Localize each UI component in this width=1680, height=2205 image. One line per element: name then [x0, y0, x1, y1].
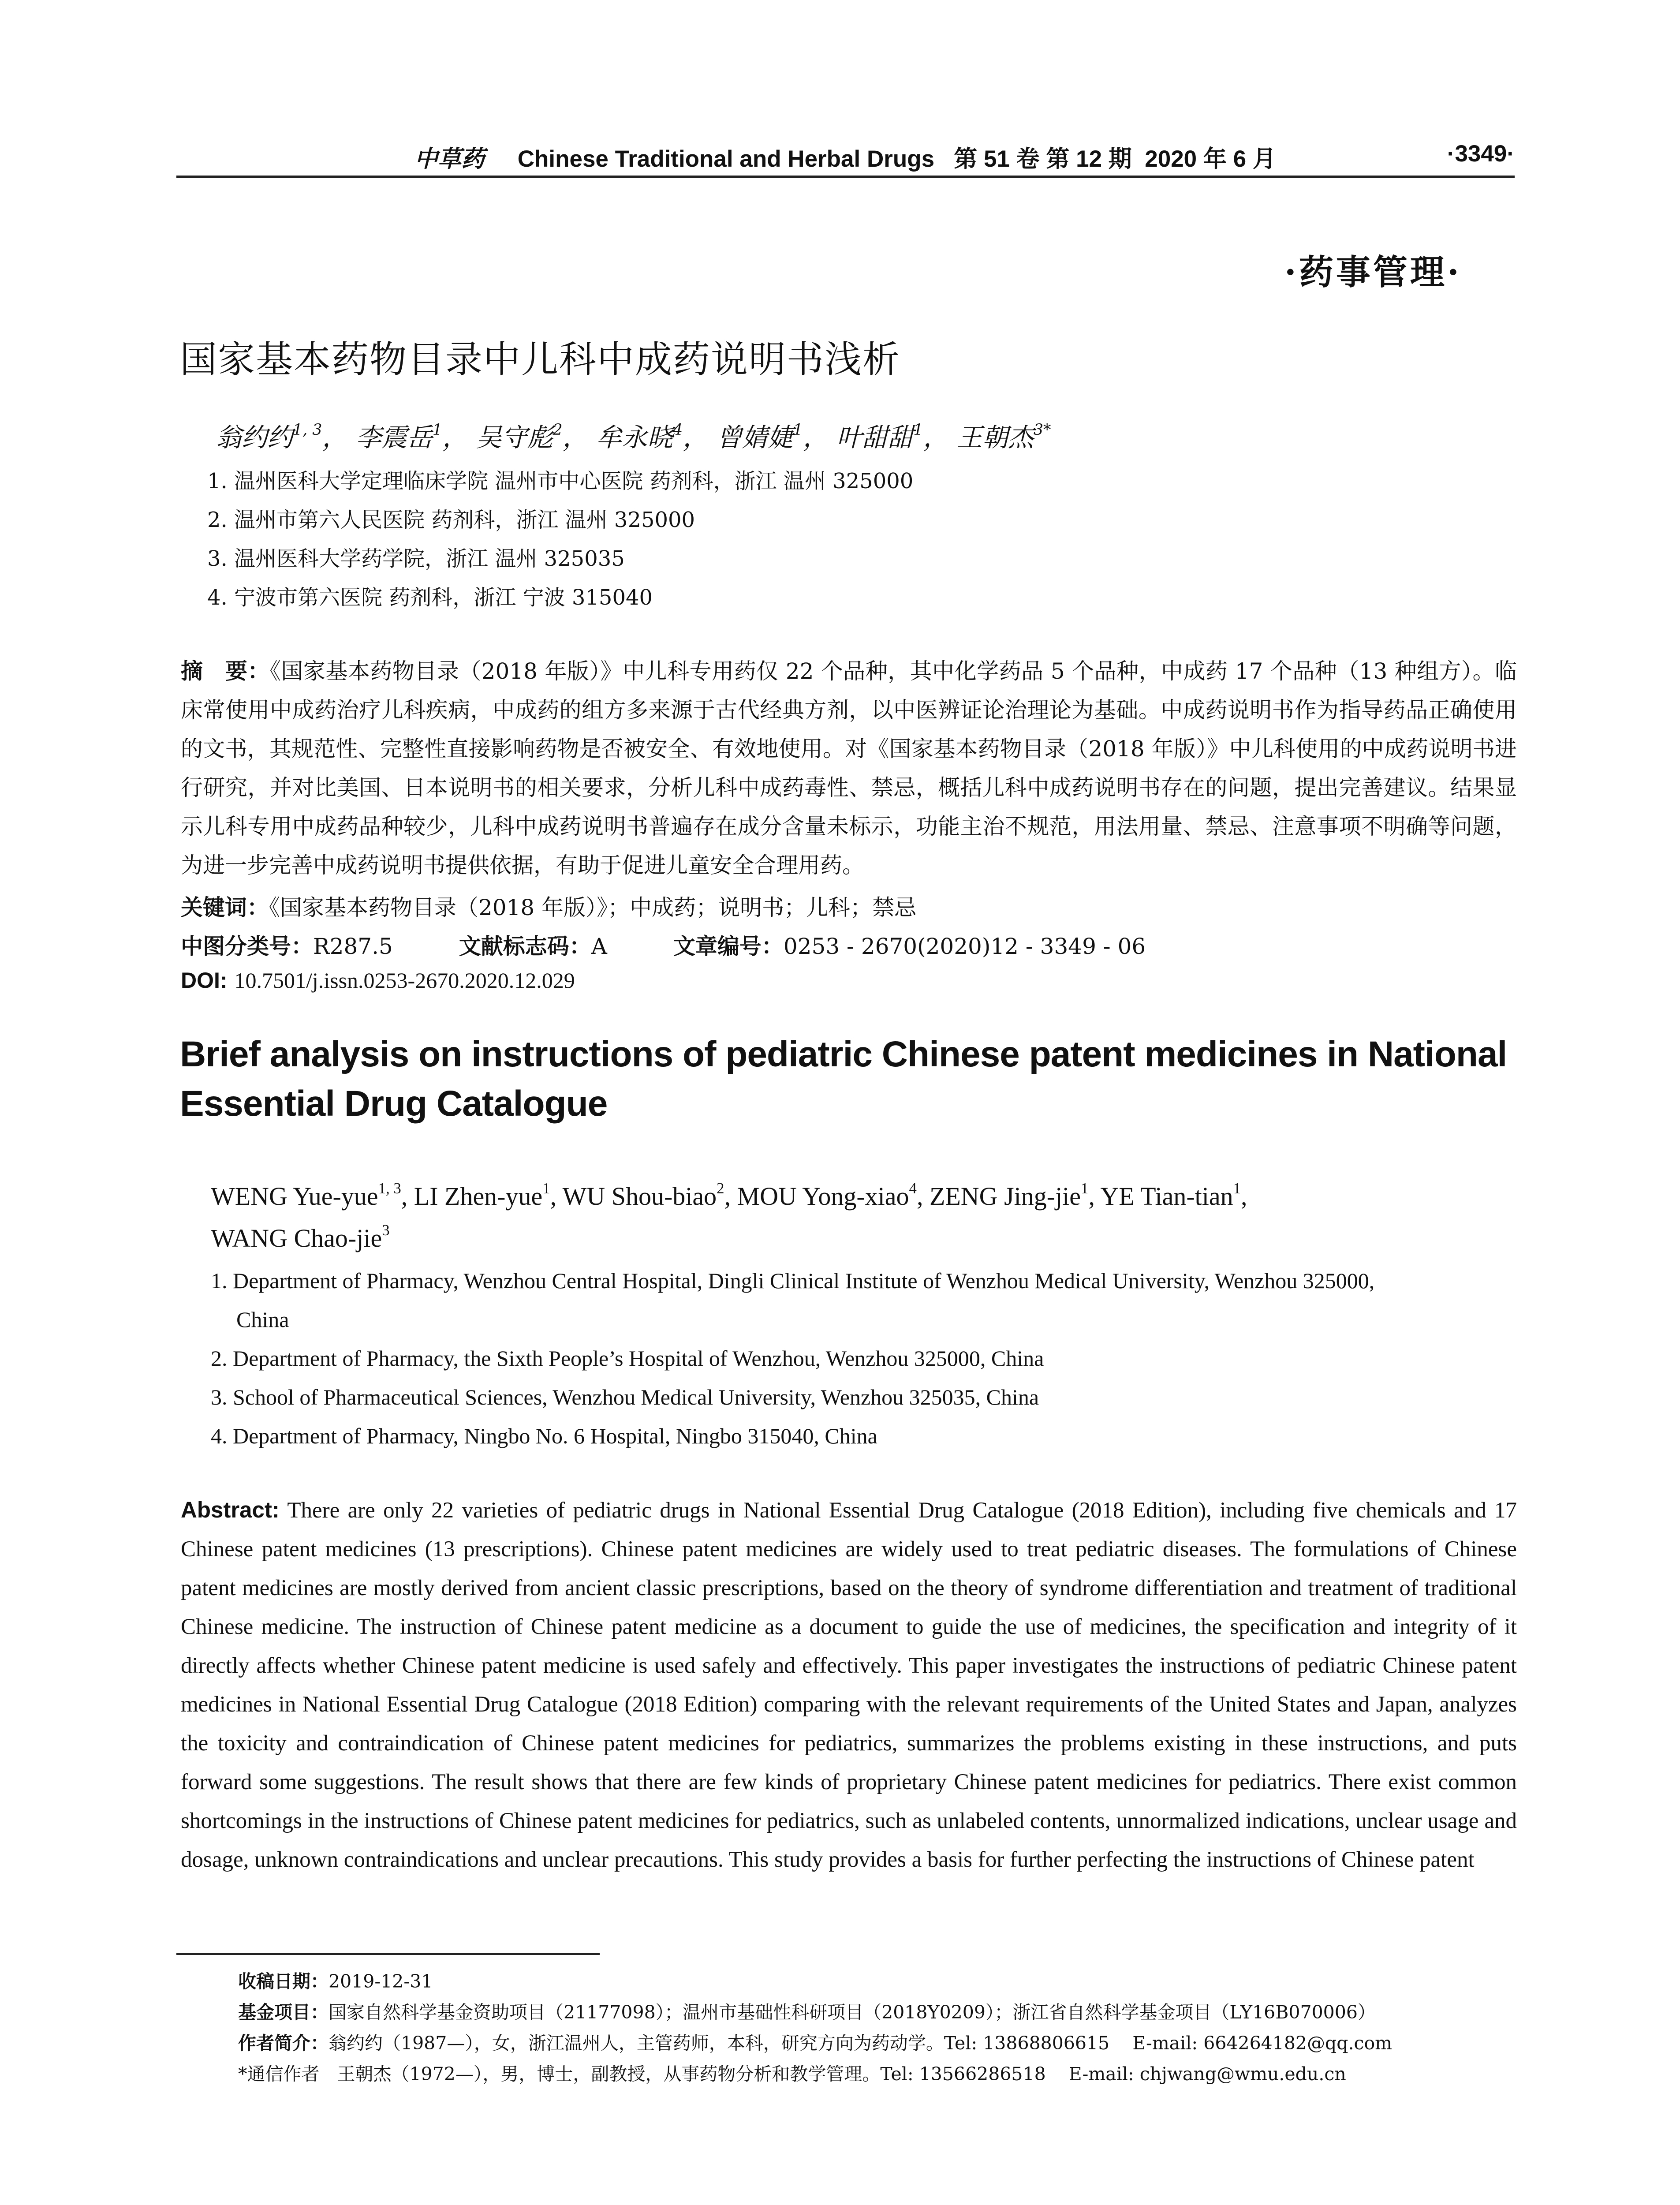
- running-header: [414, 140, 1276, 174]
- author-en: WANG Chao-jie$^3$: [211, 1221, 390, 1252]
- affiliation-zh: 3. 温州医科大学药学院，浙江 温州 325035: [207, 546, 625, 571]
- affiliation-en-cont: China: [236, 1307, 289, 1332]
- header-divider: [176, 176, 1515, 178]
- journal-issue-info: Chinese Traditional and Herbal Drugs 第 51 卷 第 12 期 2020 年 6 月: [517, 146, 1276, 172]
- article-no-label: 文章编号：: [673, 934, 784, 959]
- author-zh: 叶甜甜$^1$: [836, 421, 923, 452]
- footnote-divider: [176, 1953, 600, 1955]
- column-tag: ·药事管理·: [1284, 252, 1462, 292]
- author-en: MOU Yong-xiao$^4$: [737, 1179, 917, 1211]
- affiliation-en-line: 1. Department of Pharmacy, Wenzhou Central Hospital, Dingli Clinical Institute of Wenzhou Medical University, Wenzhou 325000,: [211, 1268, 1375, 1293]
- author-en: WU Shou-biao$^2$: [562, 1179, 724, 1211]
- author-zh: 曾婧婕$^1$: [716, 421, 803, 452]
- author-zh: 吴守彪$^2$: [476, 421, 563, 452]
- keywords-zh-label: 关键词：: [181, 895, 269, 920]
- author-zh: 翁约约$^{1, 3}$: [216, 421, 322, 452]
- article-title-en: Brief analysis on instructions of pediatric Chinese patent medicines in National Essential Drug Catalogue: [180, 1034, 1507, 1124]
- abstract-en-label: Abstract:: [181, 1497, 280, 1522]
- affiliation-en-line: 2. Department of Pharmacy, the Sixth People’s Hospital of Wenzhou, Wenzhou 325000, China: [211, 1346, 1044, 1371]
- journal-name-zh: 中草药: [414, 145, 485, 172]
- footnote-received: 收稿日期：2019-12-31: [238, 1971, 433, 1992]
- doi-label: DOI:: [181, 968, 228, 993]
- page-number: ·3349·: [1447, 141, 1515, 167]
- classification-line: [181, 929, 1146, 960]
- author-en: YE Tian-tian$^1$: [1100, 1179, 1241, 1211]
- clc-label: 中图分类号：: [181, 934, 313, 959]
- authors-en: WENG Yue-yue$^{1, 3}$, LI Zhen-yue$^1$, WU Shou-biao$^2$, MOU Yong-xiao$^4$, ZENG Jing-jie$^1$, YE Tian-tian$^1$, WANG Chao-jie$^3$: [211, 1179, 1247, 1252]
- footnote-author-bio: 作者简介：翁约约（1987—），女，浙江温州人，主管药师，本科，研究方向为药动学。Tel: 13868806615 E-mail: 664264182@qq.com: [238, 2033, 1393, 2054]
- affiliation-en: [211, 1378, 1516, 1416]
- article-title-zh: 国家基本药物目录中儿科中成药说明书浅析: [180, 338, 901, 381]
- abstract-en-text: There are only 22 varieties of pediatric drugs in National Essential Drug Catalogue (2018 Edition), including five chemicals and 17 Chinese patent medicines (13 prescriptions). Chinese patent medicines are widely used to treat pediatric diseases. The formulations of Chinese patent medicines are mostly derived from ancient classic prescriptions, based on the theory of syndrome differentiation and treatment of traditional Chinese medicine. The instruction of Chinese patent medicine as a document to guide the use of medicines, the specification and integrity of it directly affects whether Chinese patent medicine is used safely and effectively. This paper investigates the instructions of pediatric Chinese patent medicines in National Essential Drug Catalogue (2018 Edition) comparing with the relevant requirements of the United States and Japan, analyzes the toxicity and contraindication of Chinese patent medicines for pediatrics, summarizes the problems existing in these instructions, and puts forward some suggestions. The result shows that there are few kinds of proprietary Chinese patent medicines for pediatrics. There exist common shortcomings in the instructions of Chinese patent medicines for pediatrics, such as unlabeled contents, unnormalized indications, unclear usage and dosage, unknown contraindications and unclear precautions. This study provides a basis for further perfecting the instructions of Chinese patent: [181, 1498, 1517, 1872]
- author-en: LI Zhen-yue$^1$: [414, 1179, 550, 1211]
- author-zh: 王朝杰$^{3*}$: [956, 421, 1051, 452]
- affiliation-en: [211, 1261, 1516, 1339]
- affiliation-en: [211, 1416, 1516, 1455]
- affiliation-zh: 4. 宁波市第六医院 药剂科，浙江 宁波 315040: [207, 585, 653, 610]
- doi-line: [181, 968, 575, 993]
- footnote-corresponding: *通信作者 王朝杰（1972—），男，博士，副教授，从事药物分析和教学管理。Tel: 13566286518 E-mail: chjwang@wmu.edu.cn: [238, 2063, 1346, 2085]
- clc-value: R287.5: [313, 934, 393, 959]
- abstract-zh-text: 《国家基本药物目录（2018 年版）》中儿科专用药仅 22 个品种，其中化学药品 5 个品种，中成药 17 个品种（13 种组方）。临床常使用中成药治疗儿科疾病，中成药的组方多来源于古代经典方剂，以中医辨证论治理论为基础。中成药说明书作为指导药品正确使用的文书，其规范性、完整性直接影响药物是否被安全、有效地使用。对《国家基本药物目录（2018 年版）》中儿科使用的中成药说明书进行研究，并对比美国、日本说明书的相关要求，分析儿科中成药毒性、禁忌，概括儿科中成药说明书存在的问题，提出完善建议。结果显示儿科专用中成药品种较少，儿科中成药说明书普遍存在成分含量未标示，功能主治不规范，用法用量、禁忌、注意事项不明确等问题，为进一步完善中成药说明书提供依据，有助于促进儿童安全合理用药。: [181, 658, 1517, 878]
- abstract-en: [181, 1491, 1517, 1879]
- keywords-zh: [181, 890, 916, 922]
- author-zh: 李震岳$^1$: [355, 421, 443, 452]
- affiliation-zh: 2. 温州市第六人民医院 药剂科，浙江 温州 325000: [207, 508, 695, 532]
- keywords-zh-text: 《国家基本药物目录（2018 年版）》；中成药；说明书；儿科；禁忌: [269, 895, 917, 920]
- author-zh: 牟永晓$^4$: [596, 421, 683, 452]
- affiliation-zh: 1. 温州医科大学定理临床学院 温州市中心医院 药剂科，浙江 温州 325000: [207, 469, 914, 493]
- author-en: ZENG Jing-jie$^1$: [929, 1179, 1089, 1211]
- affiliation-en-line: 3. School of Pharmaceutical Sciences, Wenzhou Medical University, Wenzhou 325035, China: [211, 1385, 1039, 1409]
- footnote-funding: 基金项目：国家自然科学基金资助项目（21177098）；温州市基础性科研项目（2018Y0209）；浙江省自然科学基金项目（LY16B070006）: [238, 2002, 1376, 2023]
- authors-zh: 翁约约$^{1, 3}$， 李震岳$^1$， 吴守彪$^2$， 牟永晓$^4$， 曾婧婕$^1$， 叶甜甜$^1$， 王朝杰$^{3*}$: [216, 421, 1051, 452]
- doc-code-value: A: [591, 934, 607, 959]
- author-en: WENG Yue-yue$^{1, 3}$: [211, 1179, 401, 1211]
- doi-value: 10.7501/j.issn.0253-2670.2020.12.029: [234, 968, 575, 993]
- abstract-zh: [181, 652, 1517, 885]
- abstract-zh-label: 摘 要：: [181, 658, 270, 684]
- doc-code-label: 文献标志码：: [459, 934, 591, 959]
- affiliation-en-line: 4. Department of Pharmacy, Ningbo No. 6 Hospital, Ningbo 315040, China: [211, 1424, 877, 1448]
- affiliation-en: [211, 1339, 1516, 1378]
- article-no-value: 0253 - 2670(2020)12 - 3349 - 06: [783, 934, 1146, 959]
